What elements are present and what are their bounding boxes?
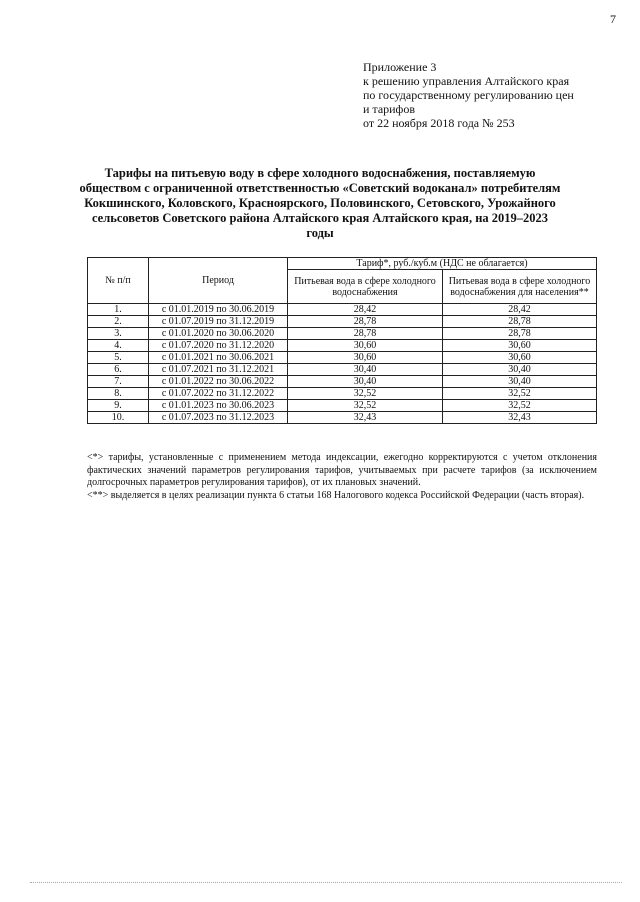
row-number: 1. [88, 304, 149, 316]
header-drinking-water-population: Питьевая вода в сфере холодного водоснабжения для населения** [443, 270, 597, 304]
row-value-population: 32,43 [443, 412, 597, 424]
appendix-line: по государственному регулированию цен [363, 88, 574, 102]
row-value-population: 28,78 [443, 328, 597, 340]
row-period: с 01.07.2022 по 31.12.2022 [149, 388, 288, 400]
row-number: 2. [88, 316, 149, 328]
row-value-drinking-water: 30,60 [288, 340, 443, 352]
row-value-drinking-water: 32,43 [288, 412, 443, 424]
row-value-drinking-water: 30,40 [288, 364, 443, 376]
appendix-line: и тарифов [363, 102, 416, 116]
row-value-drinking-water: 32,52 [288, 388, 443, 400]
row-value-drinking-water: 28,42 [288, 304, 443, 316]
row-period: с 01.01.2019 по 30.06.2019 [149, 304, 288, 316]
table-row [88, 412, 597, 424]
row-value-drinking-water: 32,52 [288, 400, 443, 412]
row-period: с 01.01.2021 по 30.06.2021 [149, 352, 288, 364]
appendix-header [363, 60, 574, 130]
row-value-population: 30,40 [443, 364, 597, 376]
row-value-drinking-water: 28,78 [288, 328, 443, 340]
row-value-population: 32,52 [443, 400, 597, 412]
row-number: 3. [88, 328, 149, 340]
footnotes [87, 452, 597, 502]
row-period: с 01.07.2020 по 31.12.2020 [149, 340, 288, 352]
header-period: Период [149, 258, 288, 304]
row-value-population: 30,60 [443, 340, 597, 352]
document-title: Тарифы на питьевую воду в сфере холодного водоснабжения, поставляемую обществом с ограниченной ответственностью «Советский водоканал» потребителям Кокшинского, Коловского, Красноярского, Половинского, Сетовского, Урожайного сельсоветов Советского района Алтайского края Алтайского края, на 2019–2023 годы [79, 166, 561, 240]
scan-edge-line [30, 882, 622, 883]
footnote-2: <**> выделяется в целях реализации пункта 6 статьи 168 Налогового кодекса Российской Федерации (часть вторая). [87, 489, 585, 501]
row-value-population: 32,52 [443, 388, 597, 400]
table-row [88, 328, 597, 340]
row-number: 7. [88, 376, 149, 388]
appendix-line: к решению управления Алтайского края [363, 74, 570, 88]
table-row [88, 400, 597, 412]
table-row [88, 304, 597, 316]
row-number: 6. [88, 364, 149, 376]
table-row [88, 388, 597, 400]
row-number: 4. [88, 340, 149, 352]
row-value-drinking-water: 30,60 [288, 352, 443, 364]
tariff-table [87, 257, 597, 424]
row-period: с 01.01.2022 по 30.06.2022 [149, 376, 288, 388]
appendix-line: от 22 ноября 2018 года № 253 [363, 116, 515, 130]
row-value-drinking-water: 30,40 [288, 376, 443, 388]
footnote-1: <*> тарифы, установленные с применением метода индексации, ежегодно корректируются с учетом отклонения фактических значений параметров регулирования тарифов, учитываемых при расчете тарифов (за исключением долгосрочных параметров регулирования тарифов), от их плановых значений. [87, 452, 597, 488]
tariff-table-body [88, 304, 597, 424]
page-number: 7 [610, 12, 616, 26]
row-period: с 01.01.2023 по 30.06.2023 [149, 400, 288, 412]
row-number: 8. [88, 388, 149, 400]
row-value-drinking-water: 28,78 [288, 316, 443, 328]
table-row [88, 352, 597, 364]
row-number: 10. [88, 412, 149, 424]
row-value-population: 28,42 [443, 304, 597, 316]
row-number: 9. [88, 400, 149, 412]
table-row [88, 376, 597, 388]
table-row [88, 316, 597, 328]
row-value-population: 30,40 [443, 376, 597, 388]
row-value-population: 30,60 [443, 352, 597, 364]
row-period: с 01.07.2021 по 31.12.2021 [149, 364, 288, 376]
header-tariff-group: Тариф*, руб./куб.м (НДС не облагается) [288, 258, 597, 270]
row-number: 5. [88, 352, 149, 364]
row-period: с 01.07.2023 по 31.12.2023 [149, 412, 288, 424]
appendix-line: Приложение 3 [363, 60, 437, 74]
row-period: с 01.01.2020 по 30.06.2020 [149, 328, 288, 340]
header-num: № п/п [88, 258, 149, 304]
row-period: с 01.07.2019 по 31.12.2019 [149, 316, 288, 328]
table-row [88, 340, 597, 352]
header-drinking-water: Питьевая вода в сфере холодного водоснабжения [288, 270, 443, 304]
table-row [88, 364, 597, 376]
row-value-population: 28,78 [443, 316, 597, 328]
